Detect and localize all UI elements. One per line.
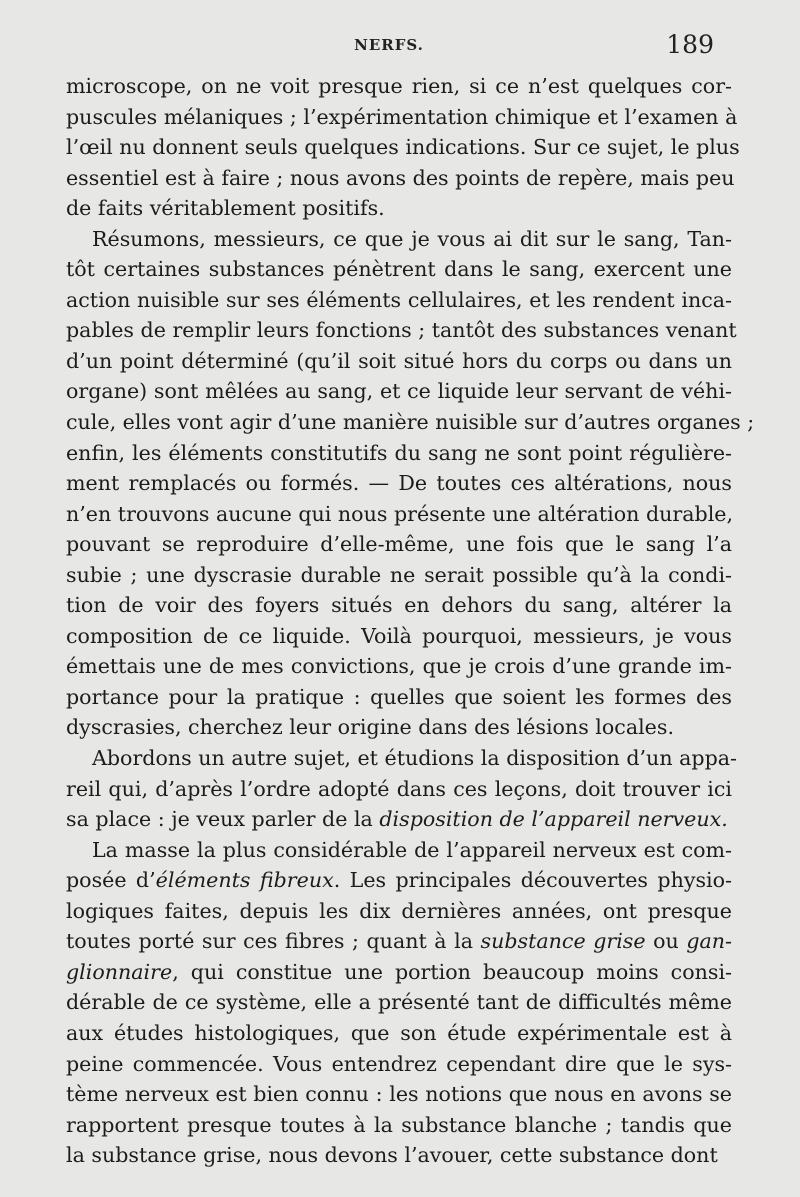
text-line (66, 71, 732, 102)
text-segment: pouvant se reproduire d’elle-même, une fois que le sang l’a (66, 532, 732, 557)
text-segment: peine commencée. Vous entendrez cependant dire que le sys- (66, 1051, 732, 1076)
text-segment: cule, elles vont agir d’une manière nuisible sur d’autres organes ; (66, 410, 755, 435)
text-line (66, 743, 738, 774)
text-line (66, 926, 732, 957)
text-line (66, 224, 732, 255)
text-line (66, 254, 732, 285)
text-line (66, 621, 732, 652)
text-line (66, 865, 732, 896)
text-line (66, 438, 732, 469)
text-segment: pables de remplir leurs fonctions ; tantôt des substances venant (66, 318, 737, 343)
text-segment: reil qui, d’après l’ordre adopté dans ces leçons, doit trouver ici (66, 776, 732, 801)
text-line (66, 193, 732, 224)
text-segment: l’œil nu donnent seuls quelques indications. Sur ce sujet, le plus (66, 135, 740, 160)
text-segment: Abordons un autre sujet, et étudions la disposition d’un appa- (92, 746, 738, 771)
text-line (66, 1140, 732, 1171)
text-segment: enfin, les éléments constitutifs du sang ne sont point régulière- (66, 440, 732, 465)
text-line (66, 590, 732, 621)
text-segment: organe) sont mêlées au sang, et ce liquide leur servant de véhi- (66, 379, 732, 404)
text-line (66, 346, 732, 377)
text-line (66, 651, 732, 682)
text-segment: microscope, on ne voit presque rien, si ce n’est quelques cor- (66, 74, 732, 98)
text-segment: La masse la plus considérable de l’appareil nerveux est com- (92, 837, 732, 862)
text-line (66, 468, 732, 499)
text-segment: ment remplacés ou formés. — De toutes ces altérations, nous (66, 471, 732, 496)
text-segment: dérable de ce système, elle a présenté tant de difficultés même (66, 990, 732, 1015)
text-segment: essentiel est à faire ; nous avons des points de repère, mais peu (66, 165, 735, 190)
text-segment: d’un point déterminé (qu’il soit situé hors du corps ou dans un (66, 348, 732, 373)
page-header (66, 30, 712, 64)
text-line (66, 1018, 732, 1049)
running-head: NERFS. (354, 36, 424, 54)
text-segment: émettais une de mes convictions, que je crois d’une grande im- (66, 654, 732, 679)
italic-phrase: substance grise (480, 929, 646, 954)
text-line (66, 1049, 732, 1080)
text-segment: ou (645, 929, 687, 954)
text-line (66, 376, 732, 407)
text-segment: , qui constitue une portion beaucoup moins consi- (172, 959, 732, 984)
text-segment: puscules mélaniques ; l’expérimentation chimique et l’examen à (66, 104, 738, 129)
italic-phrase: gan- (686, 929, 732, 954)
text-line (66, 315, 737, 346)
text-segment: rapportent presque toutes à la substance blanche ; tandis que (66, 1112, 732, 1137)
italic-phrase: disposition de l’appareil nerveux. (379, 807, 728, 832)
text-segment: la substance grise, nous devons l’avouer, cette substance dont (66, 1143, 718, 1168)
text-segment: posée d’ (66, 868, 156, 893)
text-line (66, 499, 732, 530)
text-line (66, 957, 732, 988)
text-segment: tion de voir des foyers situés en dehors du sang, altérer la (66, 593, 732, 618)
text-line (66, 835, 732, 866)
body-text (66, 71, 755, 1171)
text-segment: de faits véritablement positifs. (66, 196, 385, 221)
text-segment: portance pour la pratique : quelles que soient les formes des (66, 684, 732, 709)
text-line (66, 132, 740, 163)
text-segment: tôt certaines substances pénètrent dans le sang, exercent une (66, 257, 732, 282)
text-segment: aux études histologiques, que son étude expérimentale est à (66, 1020, 732, 1045)
text-line (66, 102, 738, 133)
text-segment: composition de ce liquide. Voilà pourquoi, messieurs, je vous (66, 623, 732, 648)
text-line (66, 529, 732, 560)
text-segment: n’en trouvons aucune qui nous présente une altération durable, (66, 501, 734, 526)
text-line (66, 896, 732, 927)
text-segment: Résumons, messieurs, ce que je vous ai dit sur le sang, Tan- (92, 226, 732, 251)
italic-phrase: glionnaire (66, 959, 173, 984)
text-line (66, 285, 732, 316)
text-line (66, 712, 732, 743)
text-segment: logiques faites, depuis les dix dernières années, ont presque (66, 898, 732, 923)
text-line (66, 987, 732, 1018)
text-line (66, 804, 732, 835)
text-line (66, 1079, 732, 1110)
text-line (66, 163, 735, 194)
italic-phrase: éléments fibreux (155, 868, 334, 893)
text-segment: dyscrasies, cherchez leur origine dans des lésions locales. (66, 715, 674, 740)
text-segment: tème nerveux est bien connu : les notions que nous en avons se (66, 1082, 732, 1107)
text-line (66, 774, 732, 805)
text-segment: action nuisible sur ses éléments cellulaires, et les rendent inca- (66, 287, 732, 312)
page-number: 189 (666, 30, 714, 59)
text-segment: sa place : je veux parler de la (66, 807, 380, 832)
text-segment: subie ; une dyscrasie durable ne serait possible qu’à la condi- (66, 562, 732, 587)
text-line (66, 682, 732, 713)
text-segment: toutes porté sur ces fibres ; quant à la (66, 929, 481, 954)
text-segment: . Les principales découvertes physio- (333, 868, 732, 893)
text-line (66, 1110, 732, 1141)
text-line (66, 560, 732, 591)
text-line (66, 407, 755, 438)
